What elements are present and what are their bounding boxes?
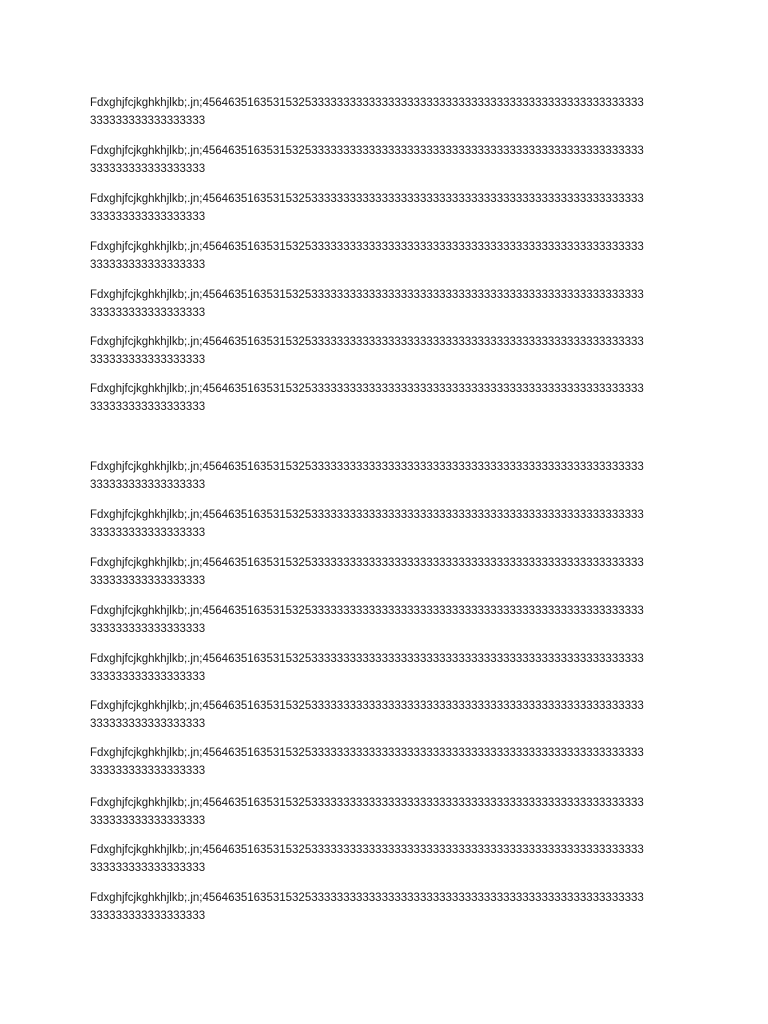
paragraph-line-2: 333333333333333333	[90, 307, 206, 319]
paragraph-line-2: 333333333333333333	[90, 401, 206, 413]
paragraph-4	[90, 238, 690, 274]
paragraph-line-1: Fdxghjfcjkghkhjlkb;.jn;456463516353153253333333333333333333333333333333333333333333333333333	[90, 97, 644, 109]
paragraph-5	[90, 286, 690, 322]
paragraph-line-2: 333333333333333333	[90, 163, 206, 175]
paragraph-8	[90, 458, 690, 494]
paragraph-line-1: Fdxghjfcjkghkhjlkb;.jn;456463516353153253333333333333333333333333333333333333333333333333333	[90, 797, 644, 809]
paragraph-line-1: Fdxghjfcjkghkhjlkb;.jn;456463516353153253333333333333333333333333333333333333333333333333333	[90, 653, 644, 665]
paragraph-1	[90, 94, 690, 130]
paragraph-13	[90, 697, 690, 733]
paragraph-line-1: Fdxghjfcjkghkhjlkb;.jn;456463516353153253333333333333333333333333333333333333333333333333333	[90, 892, 644, 904]
paragraph-line-1: Fdxghjfcjkghkhjlkb;.jn;456463516353153253333333333333333333333333333333333333333333333333333	[90, 336, 644, 348]
paragraph-7	[90, 380, 690, 416]
paragraph-line-2: 333333333333333333	[90, 527, 206, 539]
paragraph-line-2: 333333333333333333	[90, 211, 206, 223]
paragraph-11	[90, 602, 690, 638]
paragraph-line-1: Fdxghjfcjkghkhjlkb;.jn;456463516353153253333333333333333333333333333333333333333333333333333	[90, 193, 644, 205]
paragraph-14	[90, 744, 690, 780]
paragraph-2	[90, 142, 690, 178]
paragraph-line-2: 333333333333333333	[90, 671, 206, 683]
paragraph-line-1: Fdxghjfcjkghkhjlkb;.jn;456463516353153253333333333333333333333333333333333333333333333333333	[90, 844, 644, 856]
paragraph-line-1: Fdxghjfcjkghkhjlkb;.jn;456463516353153253333333333333333333333333333333333333333333333333333	[90, 605, 644, 617]
paragraph-line-2: 333333333333333333	[90, 354, 206, 366]
paragraph-line-2: 333333333333333333	[90, 259, 206, 271]
paragraph-16	[90, 841, 690, 877]
paragraph-line-1: Fdxghjfcjkghkhjlkb;.jn;456463516353153253333333333333333333333333333333333333333333333333333	[90, 700, 644, 712]
paragraph-6	[90, 333, 690, 369]
paragraph-17	[90, 889, 690, 925]
paragraph-line-2: 333333333333333333	[90, 575, 206, 587]
paragraph-line-1: Fdxghjfcjkghkhjlkb;.jn;456463516353153253333333333333333333333333333333333333333333333333333	[90, 289, 644, 301]
paragraph-12	[90, 650, 690, 686]
paragraph-line-1: Fdxghjfcjkghkhjlkb;.jn;456463516353153253333333333333333333333333333333333333333333333333333	[90, 557, 644, 569]
paragraph-line-2: 333333333333333333	[90, 479, 206, 491]
paragraph-line-1: Fdxghjfcjkghkhjlkb;.jn;456463516353153253333333333333333333333333333333333333333333333333333	[90, 461, 644, 473]
paragraph-line-1: Fdxghjfcjkghkhjlkb;.jn;456463516353153253333333333333333333333333333333333333333333333333333	[90, 509, 644, 521]
paragraph-line-2: 333333333333333333	[90, 115, 206, 127]
paragraph-15	[90, 794, 690, 830]
paragraph-line-1: Fdxghjfcjkghkhjlkb;.jn;456463516353153253333333333333333333333333333333333333333333333333333	[90, 747, 644, 759]
paragraph-10	[90, 554, 690, 590]
paragraph-line-1: Fdxghjfcjkghkhjlkb;.jn;456463516353153253333333333333333333333333333333333333333333333333333	[90, 145, 644, 157]
paragraph-line-2: 333333333333333333	[90, 765, 206, 777]
paragraph-line-2: 333333333333333333	[90, 815, 206, 827]
paragraph-line-1: Fdxghjfcjkghkhjlkb;.jn;456463516353153253333333333333333333333333333333333333333333333333333	[90, 241, 644, 253]
paragraph-line-2: 333333333333333333	[90, 862, 206, 874]
paragraph-line-1: Fdxghjfcjkghkhjlkb;.jn;456463516353153253333333333333333333333333333333333333333333333333333	[90, 383, 644, 395]
paragraph-line-2: 333333333333333333	[90, 623, 206, 635]
paragraph-9	[90, 506, 690, 542]
paragraph-line-2: 333333333333333333	[90, 718, 206, 730]
paragraph-3	[90, 190, 690, 226]
paragraph-line-2: 333333333333333333	[90, 910, 206, 922]
